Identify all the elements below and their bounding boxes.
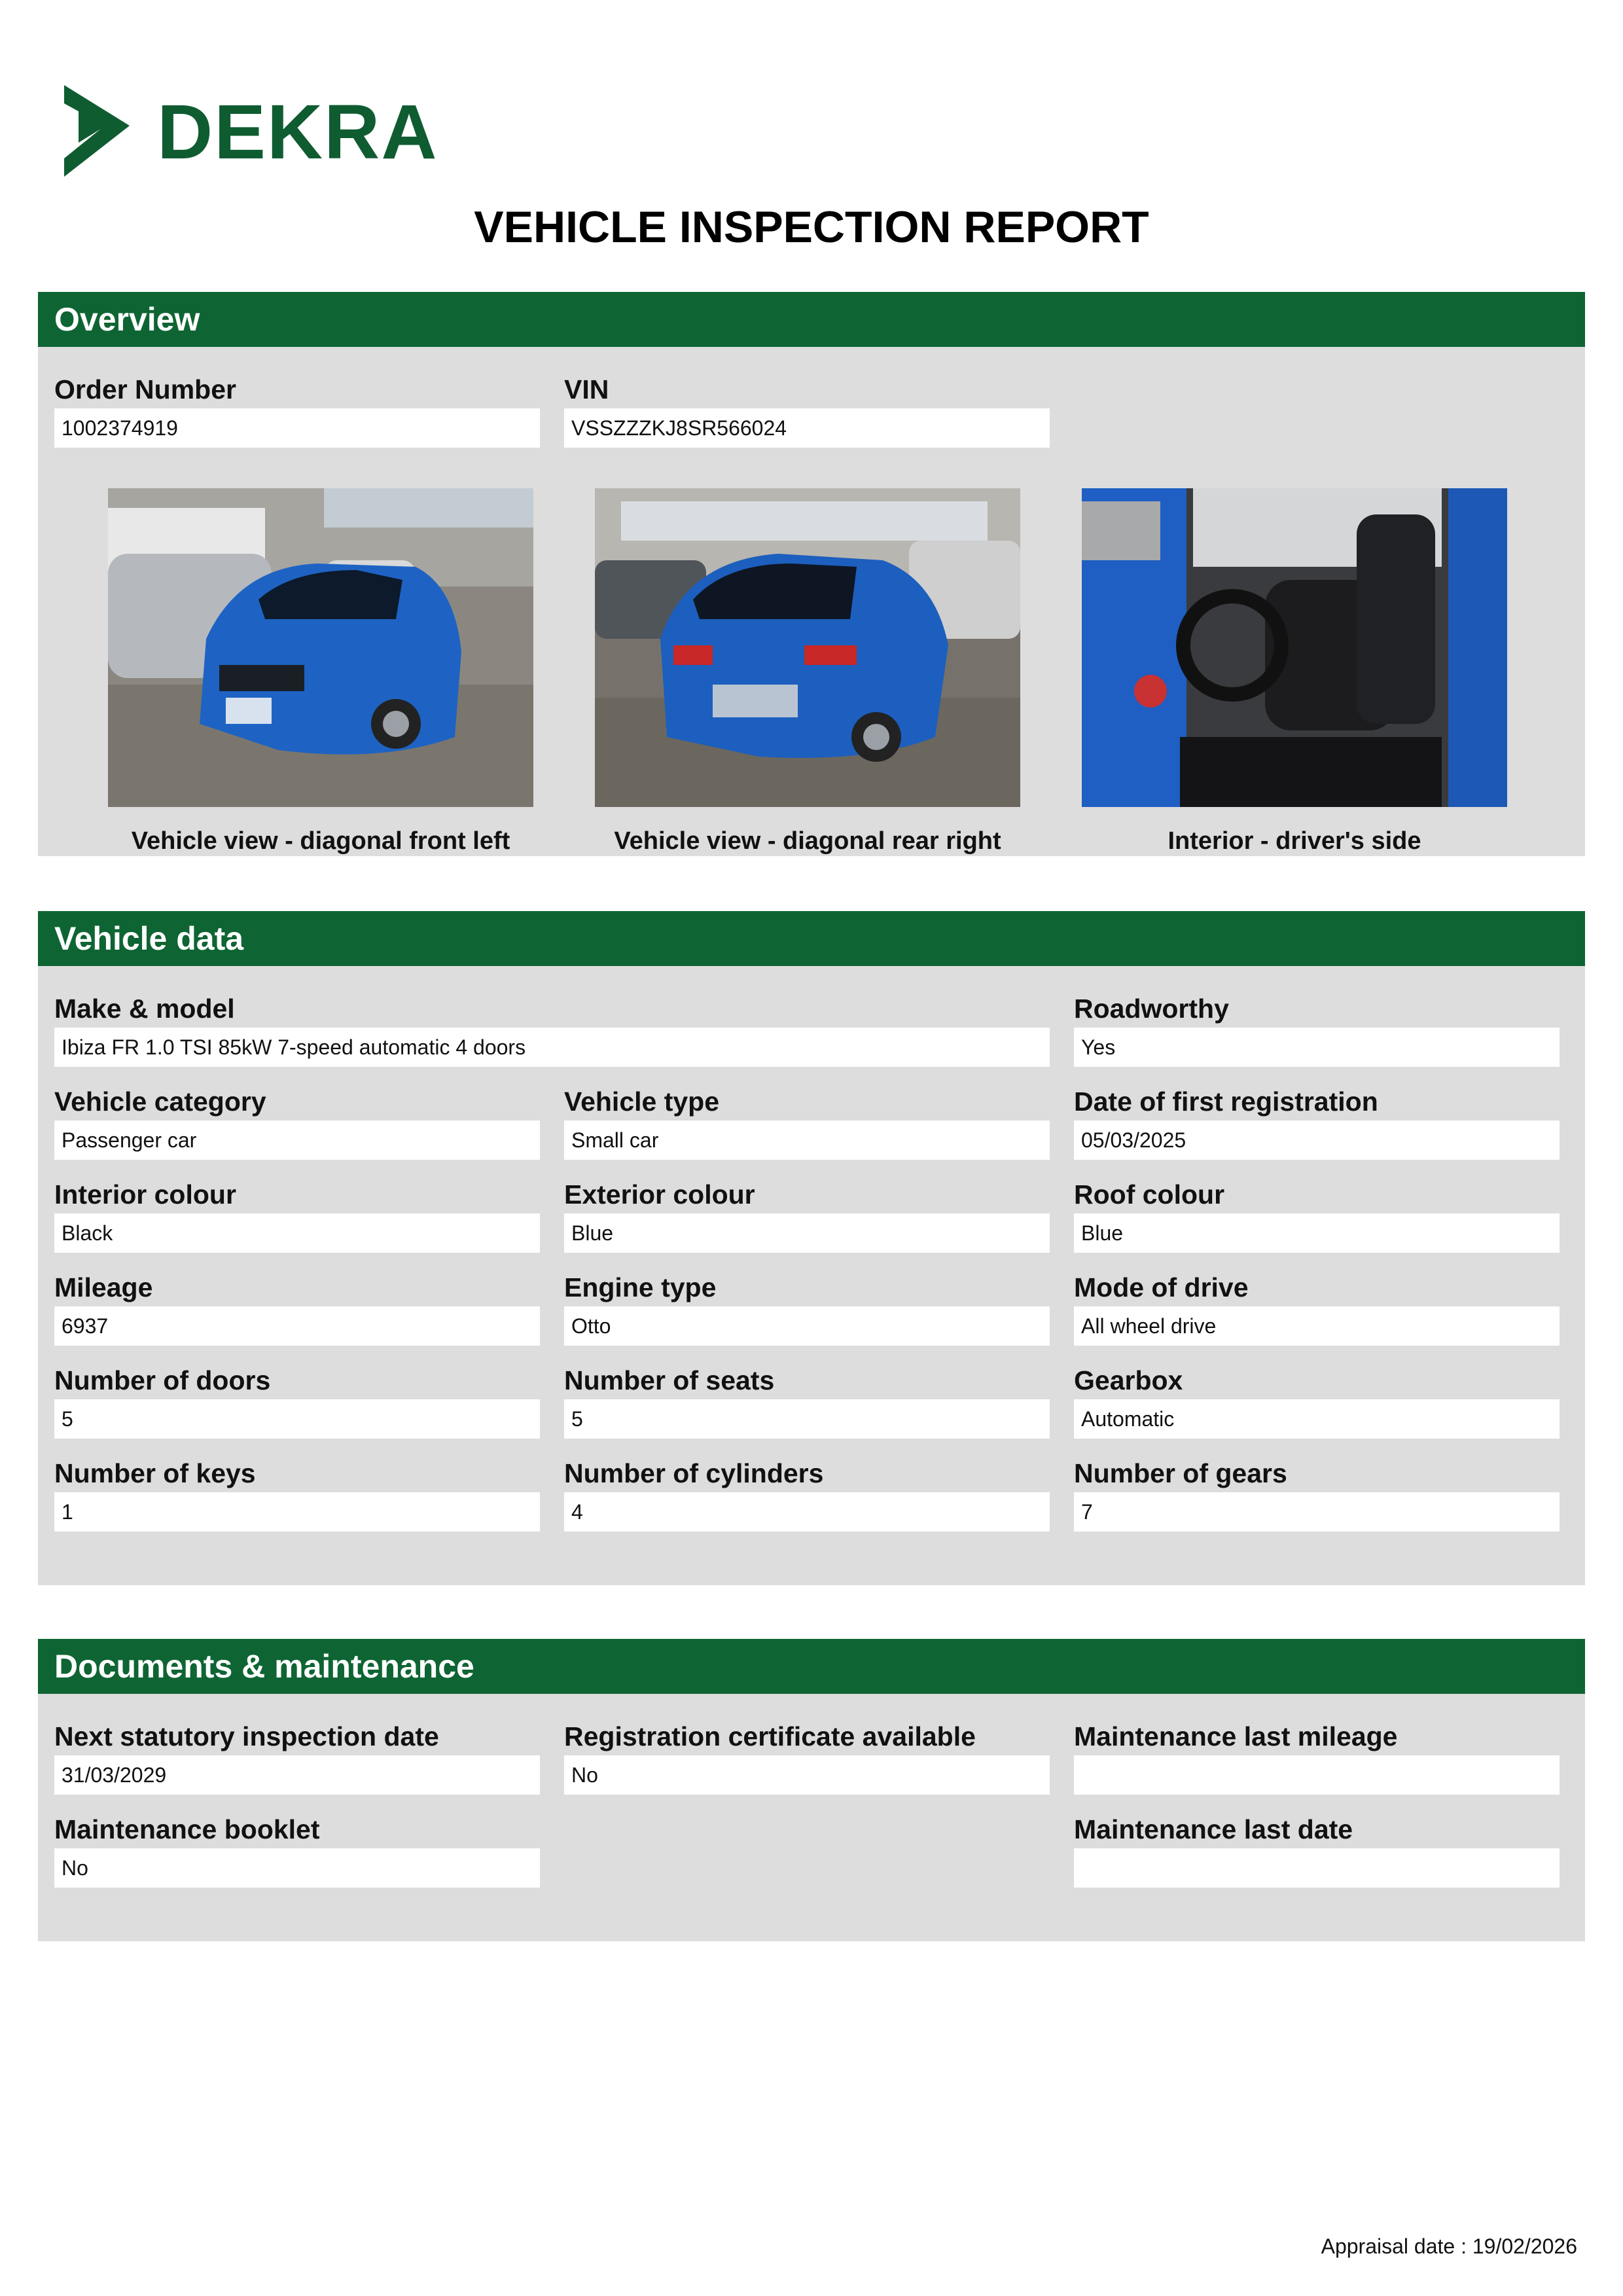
- vin-value: VSSZZZKJ8SR566024: [564, 408, 1050, 448]
- make-model-label: Make & model: [54, 994, 235, 1024]
- report-title: VEHICLE INSPECTION REPORT: [474, 202, 1149, 252]
- roof-colour-value: Blue: [1074, 1213, 1560, 1253]
- appraisal-date: Appraisal date : 19/02/2026: [1321, 2234, 1577, 2258]
- number-of-cylinders-value: 4: [564, 1492, 1050, 1532]
- number-of-seats-label: Number of seats: [564, 1365, 775, 1395]
- roof-colour-field: [1074, 1178, 1560, 1253]
- number-of-gears-field: [1074, 1457, 1560, 1532]
- maintenance-booklet-value: No: [54, 1848, 540, 1888]
- vehicle-data-section: [38, 911, 1585, 1585]
- engine-type-value: Otto: [564, 1306, 1050, 1346]
- first-registration-value: 05/03/2025: [1074, 1121, 1560, 1160]
- interior-colour-label: Interior colour: [54, 1179, 236, 1210]
- number-of-keys-value: 1: [54, 1492, 540, 1532]
- interior-colour-field: [54, 1178, 540, 1253]
- roadworthy-value: Yes: [1074, 1028, 1560, 1067]
- maintenance-last-mileage-label: Maintenance last mileage: [1074, 1721, 1398, 1751]
- maintenance-booklet-label: Maintenance booklet: [54, 1814, 320, 1844]
- maintenance-last-mileage-field: [1074, 1720, 1560, 1795]
- mileage-label: Mileage: [54, 1272, 153, 1302]
- exterior-colour-field: [564, 1178, 1050, 1253]
- order-number-label: Order Number: [54, 374, 236, 404]
- order-number-value: 1002374919: [54, 408, 540, 448]
- vin-label: VIN: [564, 374, 609, 404]
- registration-certificate-value: No: [564, 1755, 1050, 1795]
- number-of-seats-value: 5: [564, 1399, 1050, 1439]
- interior-colour-value: Black: [54, 1213, 540, 1253]
- number-of-doors-value: 5: [54, 1399, 540, 1439]
- exterior-colour-value: Blue: [564, 1213, 1050, 1253]
- engine-type-field: [564, 1271, 1050, 1346]
- vehicle-type-field: [564, 1085, 1050, 1160]
- roof-colour-label: Roof colour: [1074, 1179, 1225, 1210]
- number-of-gears-value: 7: [1074, 1492, 1560, 1532]
- gearbox-field: [1074, 1364, 1560, 1439]
- number-of-keys-field: [54, 1457, 540, 1532]
- maintenance-booklet-field: [54, 1813, 540, 1888]
- car-interior-photo[interactable]: [1082, 488, 1507, 807]
- number-of-keys-label: Number of keys: [54, 1458, 256, 1488]
- mode-of-drive-label: Mode of drive: [1074, 1272, 1249, 1302]
- registration-certificate-label: Registration certificate available: [564, 1721, 976, 1751]
- vehicle-type-label: Vehicle type: [564, 1086, 720, 1117]
- car-front-left-photo[interactable]: [108, 488, 533, 807]
- gearbox-value: Automatic: [1074, 1399, 1560, 1439]
- number-of-seats-field: [564, 1364, 1050, 1439]
- photo-caption-front-left: Vehicle view - diagonal front left: [131, 827, 510, 855]
- first-registration-label: Date of first registration: [1074, 1086, 1378, 1117]
- engine-type-label: Engine type: [564, 1272, 717, 1302]
- mode-of-drive-field: [1074, 1271, 1560, 1346]
- maintenance-last-mileage-value: [1074, 1755, 1560, 1795]
- car-rear-right-photo[interactable]: [595, 488, 1020, 807]
- make-model-value: Ibiza FR 1.0 TSI 85kW 7-speed automatic 4 doors: [54, 1028, 1050, 1067]
- photo-caption-interior: Interior - driver's side: [1168, 827, 1421, 855]
- first-registration-field: [1074, 1085, 1560, 1160]
- make-model-field: [54, 992, 1050, 1067]
- vin-field: [564, 373, 1050, 448]
- number-of-cylinders-field: [564, 1457, 1050, 1532]
- next-inspection-value: 31/03/2029: [54, 1755, 540, 1795]
- svg-text:DEKRA: DEKRA: [157, 89, 438, 175]
- vehicle-category-label: Vehicle category: [54, 1086, 266, 1117]
- next-inspection-field: [54, 1720, 540, 1795]
- exterior-colour-label: Exterior colour: [564, 1179, 755, 1210]
- mileage-field: [54, 1271, 540, 1346]
- maintenance-last-date-field: [1074, 1813, 1560, 1888]
- mileage-value: 6937: [54, 1306, 540, 1346]
- number-of-doors-field: [54, 1364, 540, 1439]
- gearbox-label: Gearbox: [1074, 1365, 1183, 1395]
- number-of-cylinders-label: Number of cylinders: [564, 1458, 824, 1488]
- roadworthy-field: [1074, 992, 1560, 1067]
- registration-certificate-field: [564, 1720, 1050, 1795]
- roadworthy-label: Roadworthy: [1074, 994, 1229, 1024]
- next-inspection-label: Next statutory inspection date: [54, 1721, 439, 1751]
- dekra-logo: [59, 85, 438, 177]
- order-number-field: [54, 373, 540, 448]
- documents-header: Documents & maintenance: [38, 1639, 1585, 1694]
- documents-section: [38, 1639, 1585, 1941]
- mode-of-drive-value: All wheel drive: [1074, 1306, 1560, 1346]
- vehicle-type-value: Small car: [564, 1121, 1050, 1160]
- vehicle-data-header: Vehicle data: [38, 911, 1585, 966]
- number-of-gears-label: Number of gears: [1074, 1458, 1287, 1488]
- overview-header: Overview: [38, 292, 1585, 347]
- maintenance-last-date-label: Maintenance last date: [1074, 1814, 1353, 1844]
- number-of-doors-label: Number of doors: [54, 1365, 271, 1395]
- vehicle-category-value: Passenger car: [54, 1121, 540, 1160]
- maintenance-last-date-value: [1074, 1848, 1560, 1888]
- photo-caption-rear-right: Vehicle view - diagonal rear right: [614, 827, 1001, 855]
- vehicle-category-field: [54, 1085, 540, 1160]
- overview-section: [38, 292, 1585, 856]
